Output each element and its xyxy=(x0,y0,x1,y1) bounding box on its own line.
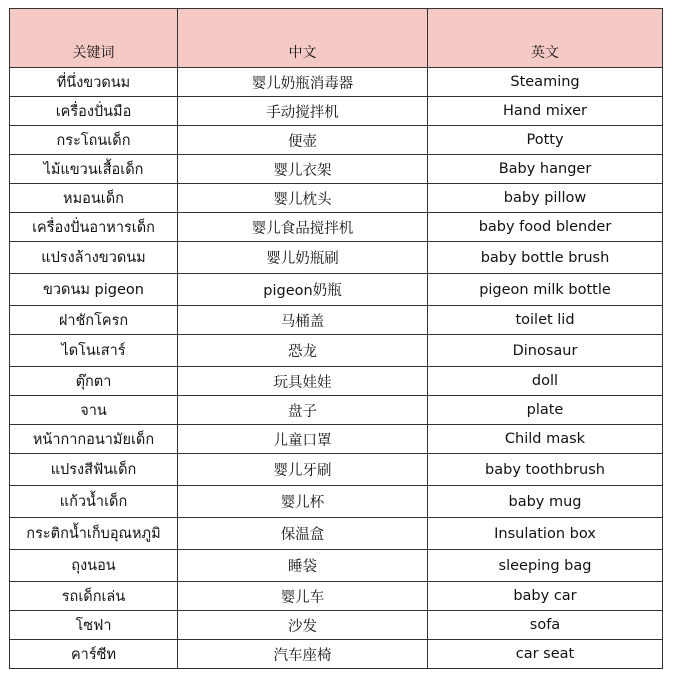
cell-english: Hand mixer xyxy=(428,97,663,126)
cell-keyword: ตุ๊กตา xyxy=(10,367,178,396)
cell-chinese: 婴儿奶瓶消毒器 xyxy=(178,68,428,97)
cell-english: Steaming xyxy=(428,68,663,97)
cell-keyword: เครื่องปั่นอาหารเด็ก xyxy=(10,213,178,242)
cell-english: Child mask xyxy=(428,425,663,454)
table-row xyxy=(10,486,663,518)
cell-english: sleeping bag xyxy=(428,550,663,582)
cell-keyword: รถเด็กเล่น xyxy=(10,582,178,611)
cell-chinese: 手动搅拌机 xyxy=(178,97,428,126)
cell-chinese: 婴儿牙刷 xyxy=(178,454,428,486)
cell-keyword: แก้วน้ำเด็ก xyxy=(10,486,178,518)
table-row xyxy=(10,396,663,425)
cell-keyword: ไดโนเสาร์ xyxy=(10,335,178,367)
header-chinese: 中文 xyxy=(178,9,428,68)
cell-chinese: 婴儿杯 xyxy=(178,486,428,518)
cell-english: Potty xyxy=(428,126,663,155)
cell-english: sofa xyxy=(428,611,663,640)
cell-english: baby bottle brush xyxy=(428,242,663,274)
table-row xyxy=(10,611,663,640)
header-english: 英文 xyxy=(428,9,663,68)
cell-chinese: 婴儿枕头 xyxy=(178,184,428,213)
table-row xyxy=(10,68,663,97)
cell-keyword: ถุงนอน xyxy=(10,550,178,582)
cell-chinese: 玩具娃娃 xyxy=(178,367,428,396)
table-row xyxy=(10,582,663,611)
cell-chinese: 恐龙 xyxy=(178,335,428,367)
cell-chinese: 儿童口罩 xyxy=(178,425,428,454)
cell-english: Insulation box xyxy=(428,518,663,550)
cell-english: baby car xyxy=(428,582,663,611)
cell-keyword: จาน xyxy=(10,396,178,425)
table-row xyxy=(10,335,663,367)
cell-chinese: 马桶盖 xyxy=(178,306,428,335)
table-row xyxy=(10,550,663,582)
cell-chinese: 沙发 xyxy=(178,611,428,640)
cell-english: baby pillow xyxy=(428,184,663,213)
cell-english: pigeon milk bottle xyxy=(428,274,663,306)
cell-english: baby mug xyxy=(428,486,663,518)
cell-english: baby food blender xyxy=(428,213,663,242)
table-row xyxy=(10,242,663,274)
cell-chinese: 婴儿奶瓶刷 xyxy=(178,242,428,274)
cell-keyword: ขวดนม pigeon xyxy=(10,274,178,306)
table-row xyxy=(10,425,663,454)
cell-english: Baby hanger xyxy=(428,155,663,184)
table-row xyxy=(10,274,663,306)
cell-keyword: คาร์ซีท xyxy=(10,640,178,669)
cell-keyword: เครื่องปั่นมือ xyxy=(10,97,178,126)
table-row xyxy=(10,155,663,184)
cell-english: plate xyxy=(428,396,663,425)
table-row xyxy=(10,184,663,213)
cell-keyword: โซฟา xyxy=(10,611,178,640)
cell-chinese: pigeon奶瓶 xyxy=(178,274,428,306)
table-row xyxy=(10,367,663,396)
table-row xyxy=(10,454,663,486)
cell-english: toilet lid xyxy=(428,306,663,335)
table-row xyxy=(10,126,663,155)
cell-chinese: 便壶 xyxy=(178,126,428,155)
table-row xyxy=(10,213,663,242)
cell-keyword: แปรงสีฟันเด็ก xyxy=(10,454,178,486)
vocabulary-table xyxy=(9,8,663,669)
table-body xyxy=(10,68,663,669)
cell-english: car seat xyxy=(428,640,663,669)
cell-keyword: ไม้แขวนเสื้อเด็ก xyxy=(10,155,178,184)
header-row xyxy=(10,9,663,68)
cell-chinese: 盘子 xyxy=(178,396,428,425)
table-row xyxy=(10,97,663,126)
cell-chinese: 婴儿食品搅拌机 xyxy=(178,213,428,242)
cell-english: doll xyxy=(428,367,663,396)
cell-keyword: แปรงล้างขวดนม xyxy=(10,242,178,274)
cell-chinese: 婴儿车 xyxy=(178,582,428,611)
cell-keyword: กระโถนเด็ก xyxy=(10,126,178,155)
cell-chinese: 睡袋 xyxy=(178,550,428,582)
cell-keyword: ฝาชักโครก xyxy=(10,306,178,335)
cell-english: baby toothbrush xyxy=(428,454,663,486)
cell-keyword: ที่นึ่งขวดนม xyxy=(10,68,178,97)
header-keyword: 关键词 xyxy=(10,9,178,68)
cell-keyword: หมอนเด็ก xyxy=(10,184,178,213)
cell-keyword: กระติกน้ำเก็บอุณหภูมิ xyxy=(10,518,178,550)
cell-chinese: 保温盒 xyxy=(178,518,428,550)
cell-chinese: 汽车座椅 xyxy=(178,640,428,669)
cell-keyword: หน้ากากอนามัยเด็ก xyxy=(10,425,178,454)
cell-english: Dinosaur xyxy=(428,335,663,367)
table-row xyxy=(10,518,663,550)
table-row xyxy=(10,640,663,669)
table-row xyxy=(10,306,663,335)
cell-chinese: 婴儿衣架 xyxy=(178,155,428,184)
